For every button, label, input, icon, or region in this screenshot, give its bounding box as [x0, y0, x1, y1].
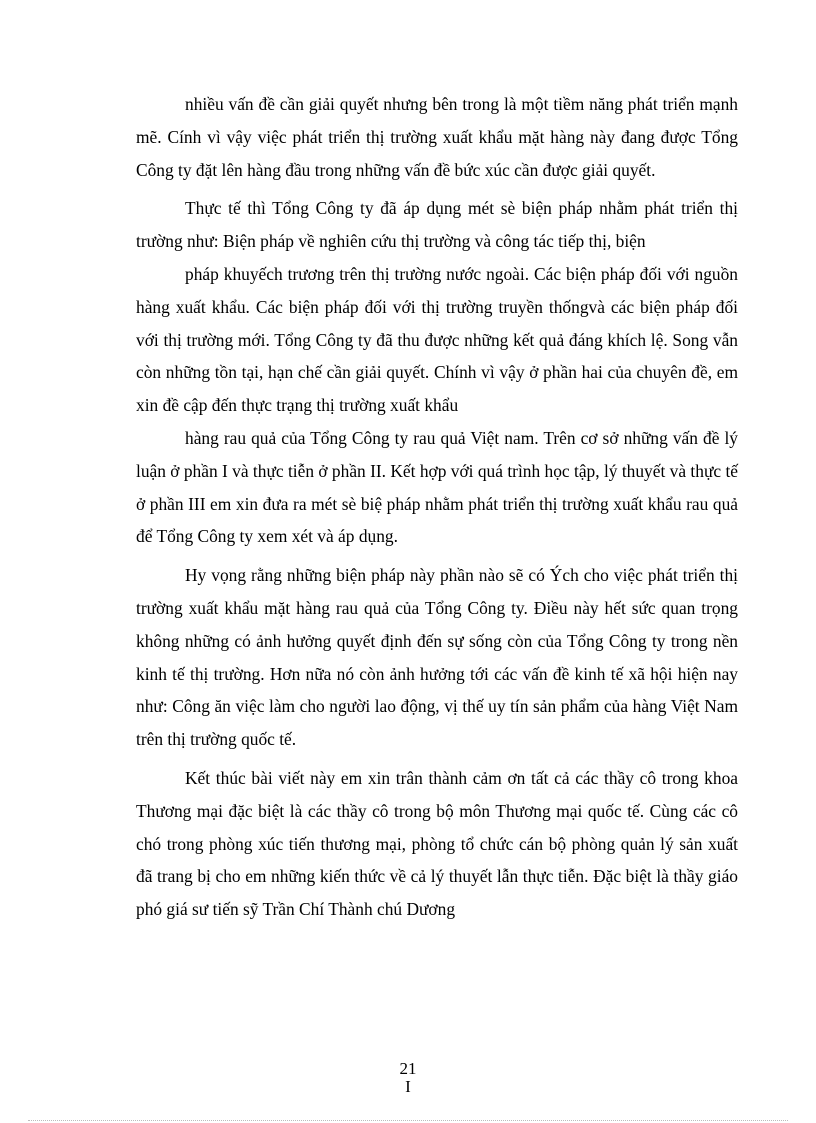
page-number: 21: [399, 1059, 417, 1078]
page-number-sub: I: [405, 1077, 411, 1096]
paragraph-2: Thực tế thì Tổng Công ty đã áp dụng mét sè biện pháp nhằm phát triển thị trường như: Biện pháp về nghiên cứu thị trường và công tác tiếp thị, biện: [136, 198, 738, 252]
paragraph-6: Kết thúc bài viết này em xin trân thành cảm ơn tất cả các thầy cô trong khoa Thương mại đặc biệt là các thầy cô trong bộ môn Thương mại quốc tế. Cùng các cô chó trong phòng xúc tiến thương mại, phòng tổ chức cán bộ phòng quản lý sản xuất đã trang bị cho em những kiến thức về cả lý thuyết lẫn thực tiễn. Đặc biệt là thầy giáo phó giá sư tiến sỹ Trần Chí Thành chú Dương: [136, 767, 738, 920]
paragraph-4: hàng rau quả của Tổng Công ty rau quả Việt nam. Trên cơ sở những vấn đề lý luận ở phần I và thực tiễn ở phần II. Kết hợp với quá trình học tập, lý thuyết và thực tế ở phần III em xin đưa ra mét sè biệ pháp nhằm phát triển thị trường xuất khẩu rau quả để Tổng Công ty xem xét và áp dụng.: [136, 427, 738, 547]
paragraph-3: pháp khuyếch trương trên thị trường nước ngoài. Các biện pháp đối với nguồn hàng xuất khẩu. Các biện pháp đối với thị trường truyền thốngvà các biện pháp đối với thị trường mới. Tổng Công ty đã thu được những kết quả đáng khích lệ. Song vẫn còn những tồn tại, hạn chế cần giải quyết. Chính vì vậy ở phần hai của chuyên đề, em xin đề cập đến thực trạng thị trường xuất khẩu: [136, 263, 738, 416]
paragraph-1: nhiều vấn đề cần giải quyết nhưng bên trong là một tiềm năng phát triển mạnh mẽ. Cính vì vậy việc phát triển thị trường xuất khẩu mặt hàng này đang được Tổng Công ty đặt lên hàng đầu trong những vấn đề bức xúc cần được giải quyết.: [136, 94, 738, 180]
body-text: [136, 88, 738, 926]
page-number-block: [0, 1060, 816, 1096]
footer-divider: [28, 1120, 788, 1121]
paragraph-5: Hy vọng rằng những biện pháp này phần nào sẽ có Ých cho việc phát triển thị trường xuất khẩu mặt hàng rau quả của Tổng Công ty. Điều này hết sức quan trọng không những có ảnh hưởng quyết định đến sự sống còn của Tổng Công ty trong nền kinh tế thị trường. Hơn nữa nó còn ảnh hưởng tới các vấn đề kinh tế xã hội hiện nay như: Công ăn việc làm cho người lao động, vị thế uy tín sản phẩm của hàng Việt Nam trên thị trường quốc tế.: [136, 565, 738, 750]
